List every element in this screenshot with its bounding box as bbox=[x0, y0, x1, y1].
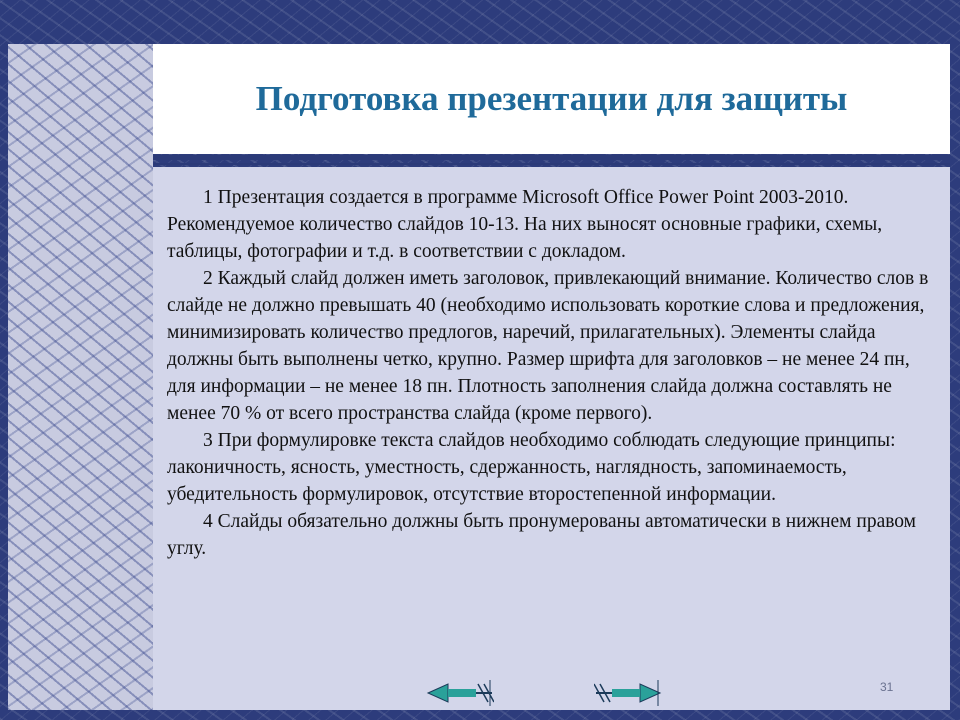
slide-body bbox=[167, 184, 939, 562]
arrow-left-icon[interactable] bbox=[424, 680, 494, 706]
slide-title: Подготовка презентации для защиты bbox=[255, 79, 848, 118]
title-divider-thin bbox=[153, 163, 950, 165]
title-panel bbox=[153, 44, 950, 154]
decorative-side-panel bbox=[8, 44, 153, 710]
paragraph-4: 4 Слайды обязательно должны быть пронумерованы автоматически в нижнем правом углу. bbox=[167, 511, 917, 559]
slide-number: 31 bbox=[880, 680, 894, 694]
title-divider bbox=[153, 155, 950, 160]
paragraph-1: 1 Презентация создается в программе Microsoft Office Power Point 2003-2010. Рекомендуемое количество слайдов 10-13. На них выносят основные графики, схемы, таблицы, фотографии и т.д. в соответствии с докладом. bbox=[167, 187, 883, 262]
paragraph-3: 3 При формулировке текста слайдов необходимо соблюдать следующие принципы: лаконичность, ясность, уместность, сдержанность, наглядность, запоминаемость, убедительность формулировок, отсутствие второстепенной информации. bbox=[167, 430, 896, 505]
paragraph-2: 2 Каждый слайд должен иметь заголовок, привлекающий внимание. Количество слов в слайде не должно превышать 40 (необходимо использовать короткие слова и предложения, минимизировать количество предлогов, наречий, прилагательных). Элементы слайда должны быть выполнены четко, крупно. Размер шрифта для заголовков – не менее 24 пн, для информации – не менее 18 пн. Плотность заполнения слайда должна составлять не менее 70 % от всего пространства слайда (кроме первого). bbox=[167, 268, 929, 424]
arrow-right-icon[interactable] bbox=[594, 680, 664, 706]
